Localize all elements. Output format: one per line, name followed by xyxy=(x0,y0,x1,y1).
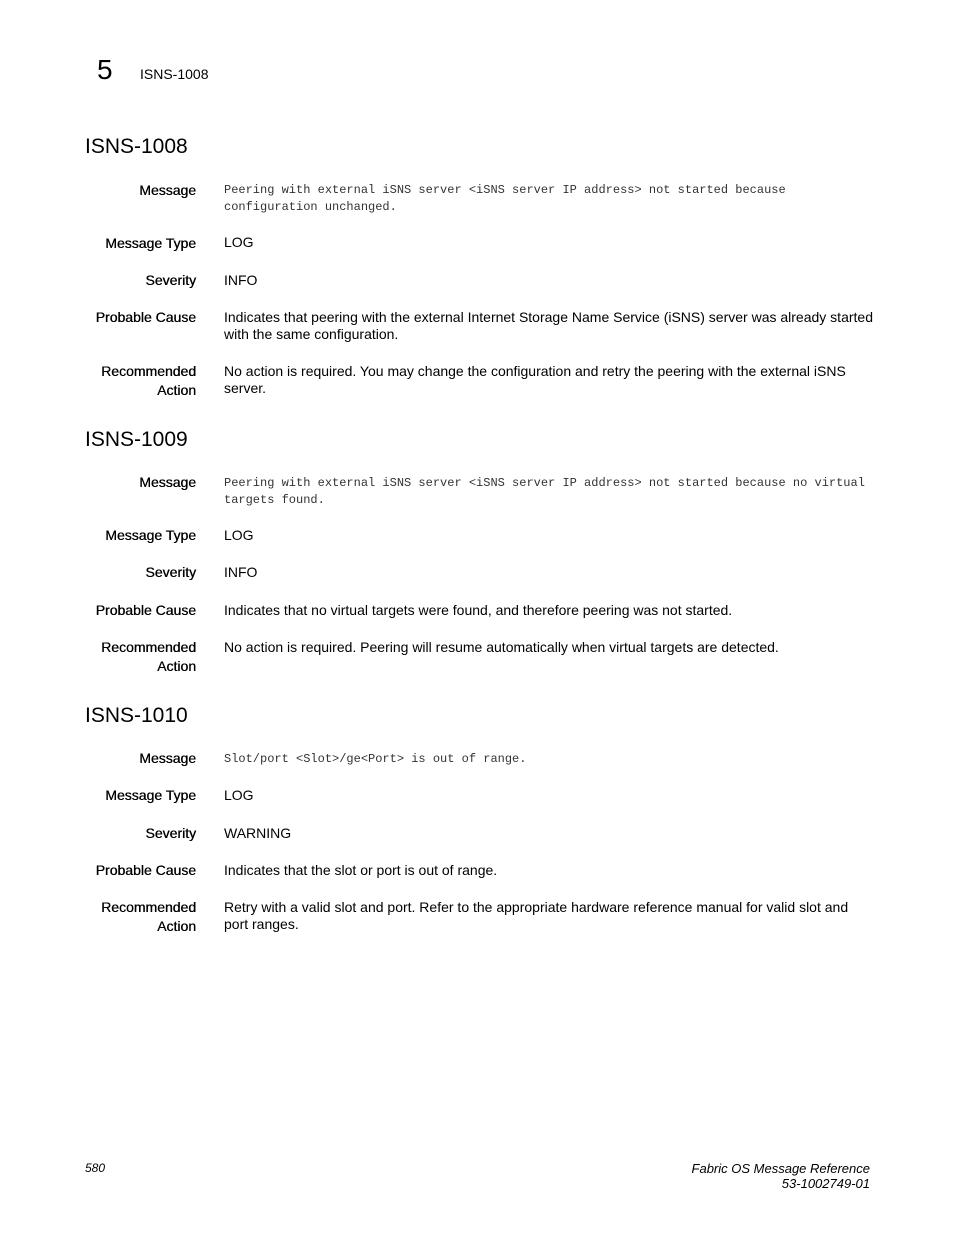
label-recommended: Recommended xyxy=(101,639,196,655)
message-text: Peering with external iSNS server <iSNS server IP address> not started because no virtual targets found. xyxy=(224,476,865,507)
severity-value: WARNING xyxy=(224,825,292,841)
label-message-type: Message Type xyxy=(105,235,196,251)
label-recommended: Recommended xyxy=(101,899,196,915)
message-text: Peering with external iSNS server <iSNS server IP address> not started because configuration unchanged. xyxy=(224,183,786,214)
chapter-number: 5 xyxy=(97,54,113,85)
footer-doc-info xyxy=(692,1161,870,1191)
recommended-action-text: No action is required. You may change the configuration and retry the peering with the external iSNS server. xyxy=(224,363,846,396)
probable-cause-text: Indicates that the slot or port is out of range. xyxy=(224,862,498,878)
label-severity: Severity xyxy=(145,825,196,841)
recommended-action-text: Retry with a valid slot and port. Refer to the appropriate hardware reference manual for valid slot and port ranges. xyxy=(224,899,849,932)
doc-number: 53-1002749-01 xyxy=(781,1176,870,1191)
probable-cause-text: Indicates that peering with the external Internet Storage Name Service (iSNS) server was already started with the same configuration. xyxy=(224,309,873,342)
section-title-isns-1008: ISNS-1008 xyxy=(85,135,188,158)
label-probable-cause: Probable Cause xyxy=(95,309,196,325)
section-title-isns-1010: ISNS-1010 xyxy=(85,704,188,727)
label-message-type: Message Type xyxy=(105,787,196,803)
label-message: Message xyxy=(139,474,196,490)
message-type-value: LOG xyxy=(224,787,254,803)
label-action: Action xyxy=(157,658,196,674)
severity-value: INFO xyxy=(224,564,258,580)
label-severity: Severity xyxy=(145,564,196,580)
label-message: Message xyxy=(139,182,196,198)
label-probable-cause: Probable Cause xyxy=(95,602,196,618)
probable-cause-text: Indicates that no virtual targets were found, and therefore peering was not started. xyxy=(224,602,733,618)
label-severity: Severity xyxy=(145,272,196,288)
page-number: 580 xyxy=(85,1161,106,1175)
label-probable-cause: Probable Cause xyxy=(95,862,196,878)
section-title-isns-1009: ISNS-1009 xyxy=(85,428,188,451)
label-message: Message xyxy=(139,750,196,766)
recommended-action-text: No action is required. Peering will resume automatically when virtual targets are detected. xyxy=(224,639,779,655)
severity-value: INFO xyxy=(224,272,258,288)
message-type-value: LOG xyxy=(224,527,254,543)
message-type-value: LOG xyxy=(224,234,254,250)
label-action: Action xyxy=(157,918,196,934)
label-action: Action xyxy=(157,382,196,398)
message-text: Slot/port <Slot>/ge<Port> is out of range. xyxy=(224,752,527,766)
label-recommended: Recommended xyxy=(101,363,196,379)
doc-title: Fabric OS Message Reference xyxy=(691,1161,870,1176)
label-message-type: Message Type xyxy=(105,527,196,543)
running-header: ISNS-1008 xyxy=(140,66,209,82)
